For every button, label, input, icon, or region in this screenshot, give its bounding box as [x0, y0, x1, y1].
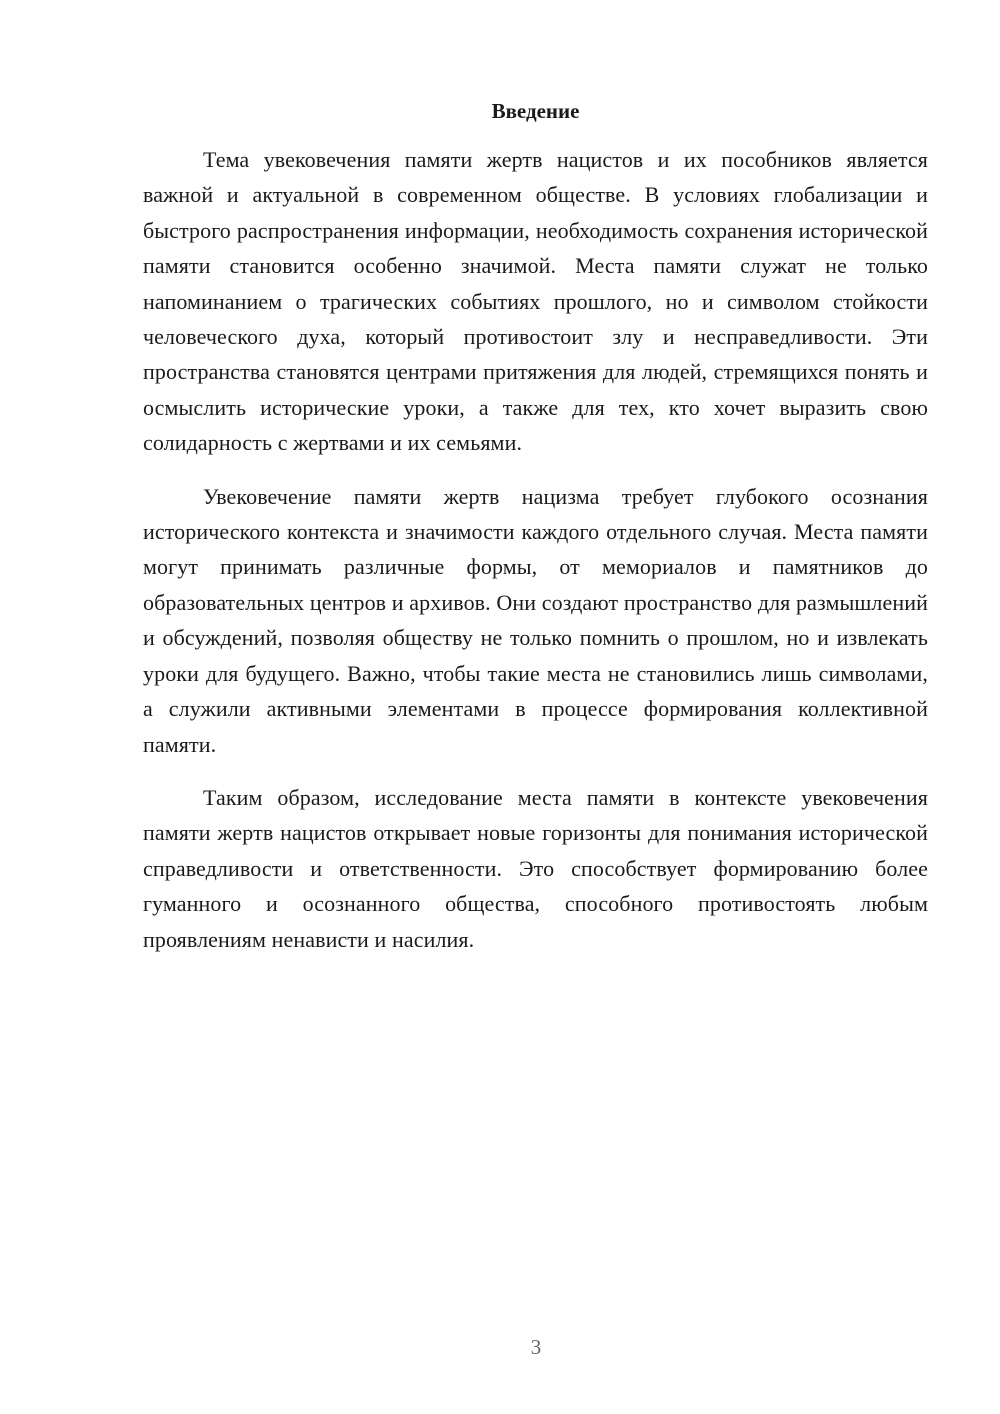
paragraph-3: Таким образом, исследование места памяти в контексте увековечения памяти жертв нацистов открывает новые горизонты для понимания исторической справедливости и ответственности. Это способствует формированию более гуманного и осознанного общества, способного противостоять любым проявлениям ненависти и насилия. [143, 784, 928, 952]
body-text [143, 142, 928, 975]
paragraph-1: Тема увековечения памяти жертв нацистов и их пособников является важной и актуальной в современном обществе. В условиях глобализации и быстрого распространения информации, необходимость сохранения исторической памяти становится особенно значимой. Места памяти служат не только напоминанием о трагических событиях прошлого, но и символом стойкости человеческого духа, который противостоит злу и несправедливости. Эти пространства становятся центрами притяжения для людей, стремящихся понять и осмыслить исторические уроки, а также для тех, кто хочет выразить свою солидарность с жертвами и их семьями. [143, 147, 928, 456]
page-number: 3 [530, 1335, 542, 1359]
paragraph-2: Увековечение памяти жертв нацизма требует глубокого осознания исторического контекста и значимости каждого отдельного случая. Места памяти могут принимать различные формы, от мемориалов и памятников до образовательных центров и архивов. Они создают пространство для размышлений и обсуждений, позволяя обществу не только помнить о прошлом, но и извлекать уроки для будущего. Важно, чтобы такие места не становились лишь символами, а служили активными элементами в процессе формирования коллективной памяти. [143, 483, 928, 757]
section-heading: Введение [491, 99, 580, 123]
